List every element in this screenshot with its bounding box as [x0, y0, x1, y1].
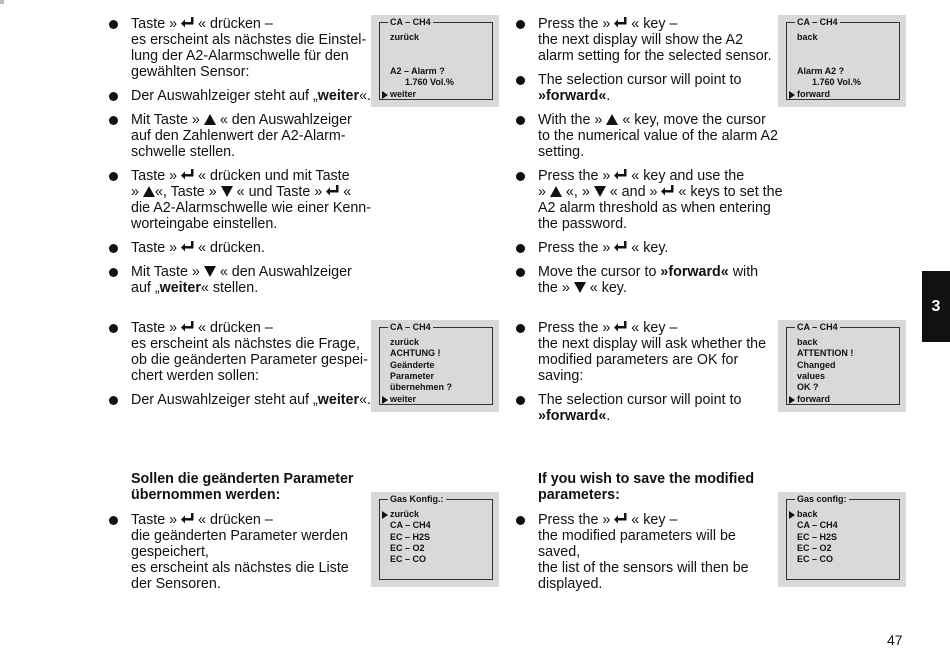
- en-s1-bullet-3: With the » « key, move the cursor to the numerical value of the alarm A2 setting.: [538, 112, 783, 160]
- display-screen: [786, 17, 900, 100]
- selection-cursor-icon: [789, 511, 795, 519]
- enter-key-icon: [181, 321, 194, 333]
- en-s3-heading: If you wish to save the modified parameters:: [538, 471, 755, 503]
- display-line: CA – CH4: [797, 520, 838, 531]
- display-line: 1.760 Vol.%: [390, 77, 454, 88]
- display-line: CA – CH4: [390, 520, 431, 531]
- bullet: [516, 268, 525, 277]
- display-line: forward: [797, 394, 830, 405]
- down-arrow-key-icon: [204, 266, 216, 277]
- bullet: [516, 396, 525, 405]
- display-line: Geänderte: [390, 359, 435, 370]
- en-s3-bullet-1: Press the » « key – the modified parameters will be saved, the list of the sensors will then be displayed.: [538, 512, 783, 592]
- display-line: Alarm A2 ?: [797, 65, 845, 76]
- display-title: CA – CH4: [797, 322, 838, 332]
- selection-cursor-icon: [789, 396, 795, 404]
- enter-key-icon: [181, 169, 194, 181]
- en-s2-bullet-1: Press the » « key – the next display will ask whether the modified parameters are OK for saving:: [538, 320, 783, 384]
- display-panel-en-3: [778, 492, 906, 587]
- en-s2-bullet-2: The selection cursor will point to »forward«.: [538, 392, 783, 424]
- display-line: übernehmen ?: [390, 382, 453, 393]
- display-title: CA – CH4: [390, 322, 431, 332]
- display-line: zurück: [390, 337, 420, 347]
- enter-key-icon: [326, 185, 339, 197]
- display-line: weiter: [390, 89, 416, 100]
- display-line: ACHTUNG !: [390, 348, 441, 359]
- selection-cursor-icon: [789, 91, 795, 99]
- down-arrow-key-icon: [221, 186, 233, 197]
- de-s3-heading: Sollen die geänderten Parameter übernommen werden:: [131, 471, 354, 503]
- display-line: Parameter: [390, 370, 435, 381]
- display-line: zurück: [390, 509, 419, 520]
- enter-key-icon: [614, 321, 627, 333]
- display-line: Changed: [797, 359, 836, 370]
- enter-key-icon: [614, 241, 627, 253]
- up-arrow-key-icon: [143, 186, 155, 197]
- display-title: CA – CH4: [797, 17, 838, 27]
- enter-key-icon: [181, 17, 194, 29]
- display-line: values: [797, 370, 826, 381]
- display-title: CA – CH4: [390, 17, 431, 27]
- bullet: [516, 76, 525, 85]
- display-line: EC – H2S: [797, 531, 838, 542]
- display-screen: [786, 322, 900, 405]
- up-arrow-key-icon: [606, 114, 618, 125]
- bullet: [109, 516, 118, 525]
- enter-key-icon: [614, 169, 627, 181]
- display-line: A2 – Alarm ?: [390, 65, 445, 76]
- display-line: back: [797, 337, 818, 347]
- display-line: back: [797, 32, 818, 42]
- page-number: 47: [887, 632, 903, 648]
- de-s2-bullet-2: Der Auswahlzeiger steht auf „weiter«.: [131, 392, 376, 408]
- bullet: [109, 172, 118, 181]
- display-screen: [379, 494, 493, 580]
- up-arrow-key-icon: [204, 114, 216, 125]
- display-title: Gas config:: [797, 494, 847, 504]
- en-s1-bullet-6: Move the cursor to »forward« with the » « key.: [538, 264, 783, 296]
- bullet: [109, 396, 118, 405]
- display-line: forward: [797, 89, 830, 100]
- selection-cursor-icon: [382, 511, 388, 519]
- enter-key-icon: [614, 513, 627, 525]
- de-s1-bullet-1: Taste » « drücken – es erscheint als nächstes die Einstel- lung der A2-Alarmschwelle für den gewählten Sensor:: [131, 16, 376, 80]
- display-title: Gas Konfig.:: [390, 494, 444, 504]
- display-line: EC – CO: [390, 554, 427, 565]
- bullet: [516, 324, 525, 333]
- bullet: [516, 20, 525, 29]
- bullet: [516, 244, 525, 253]
- en-s1-bullet-1: Press the » « key – the next display will show the A2 alarm setting for the selected sensor.: [538, 16, 783, 64]
- bullet: [109, 116, 118, 125]
- up-arrow-key-icon: [550, 186, 562, 197]
- display-line: back: [797, 509, 818, 520]
- display-line: weiter: [390, 394, 416, 405]
- corner-mark: [0, 0, 4, 4]
- de-s2-bullet-1: Taste » « drücken – es erscheint als nächstes die Frage, ob die geänderten Parameter gespei- chert werden sollen:: [131, 320, 376, 384]
- bullet: [109, 324, 118, 333]
- display-panel-de-2: [371, 320, 499, 412]
- selection-cursor-icon: [382, 91, 388, 99]
- de-s3-bullet-1: Taste » « drücken – die geänderten Parameter werden gespeichert, es erscheint als nächstes die Liste der Sensoren.: [131, 512, 376, 592]
- display-line: EC – O2: [390, 542, 425, 553]
- bullet: [516, 116, 525, 125]
- display-screen: [786, 494, 900, 580]
- en-s1-bullet-5: Press the » « key.: [538, 240, 783, 256]
- down-arrow-key-icon: [594, 186, 606, 197]
- display-screen: [379, 322, 493, 405]
- bullet: [109, 244, 118, 253]
- display-line: EC – O2: [797, 542, 832, 553]
- enter-key-icon: [181, 241, 194, 253]
- bullet: [109, 268, 118, 277]
- enter-key-icon: [661, 185, 674, 197]
- de-s1-bullet-6: Mit Taste » « den Auswahlzeiger auf „weiter« stellen.: [131, 264, 376, 296]
- display-line: ATTENTION !: [797, 348, 854, 359]
- display-line: 1.760 Vol.%: [797, 77, 861, 88]
- display-line: OK ?: [797, 382, 819, 393]
- display-panel-de-1: [371, 15, 499, 107]
- enter-key-icon: [181, 513, 194, 525]
- bullet: [516, 172, 525, 181]
- display-panel-de-3: [371, 492, 499, 587]
- enter-key-icon: [614, 17, 627, 29]
- display-line: zurück: [390, 32, 420, 42]
- en-s1-bullet-2: The selection cursor will point to »forward«.: [538, 72, 783, 104]
- display-panel-en-1: [778, 15, 906, 107]
- bullet: [109, 92, 118, 101]
- de-s1-bullet-5: Taste » « drücken.: [131, 240, 376, 256]
- de-s1-bullet-4: Taste » « drücken und mit Taste » «, Taste » « und Taste » « die A2-Alarmschwelle wie einer Kenn- worteingabe einstellen.: [131, 168, 376, 232]
- bullet: [516, 516, 525, 525]
- display-line: EC – CO: [797, 554, 834, 565]
- bullet: [109, 20, 118, 29]
- display-panel-en-2: [778, 320, 906, 412]
- chapter-tab: 3: [922, 271, 950, 342]
- display-screen: [379, 17, 493, 100]
- down-arrow-key-icon: [574, 282, 586, 293]
- selection-cursor-icon: [382, 396, 388, 404]
- display-line: EC – H2S: [390, 531, 431, 542]
- de-s1-bullet-3: Mit Taste » « den Auswahlzeiger auf den Zahlenwert der A2-Alarm- schwelle stellen.: [131, 112, 376, 160]
- en-s1-bullet-4: Press the » « key and use the » «, » « and » « keys to set the A2 alarm threshold as when entering the password.: [538, 168, 783, 232]
- de-s1-bullet-2: Der Auswahlzeiger steht auf „weiter«.: [131, 88, 376, 104]
